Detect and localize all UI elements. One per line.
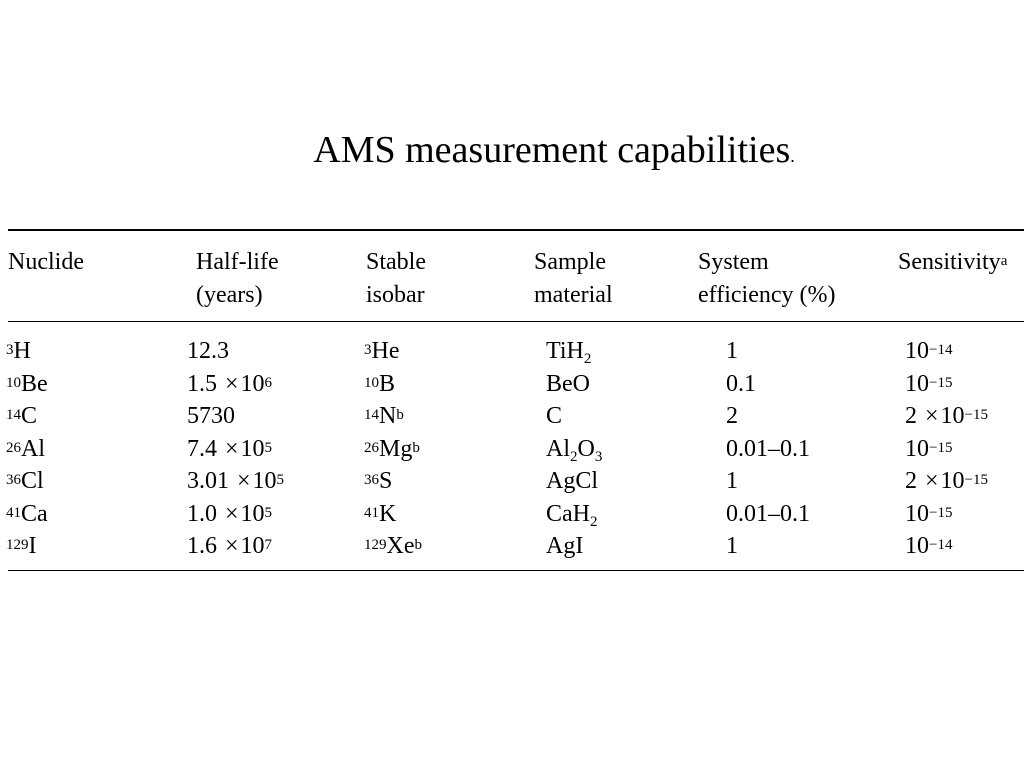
half-life-mantissa: 7.4 [187,435,217,462]
sample-material-cell [546,369,590,399]
nuclide-mass-number: 10 [6,374,21,391]
half-life-cell [187,336,229,366]
sensitivity-exponent: −15 [929,504,953,521]
half-life-cell [187,434,272,464]
material-text: C [546,403,563,429]
header-stable-isobar [366,246,426,312]
isobar-mass-number: 36 [364,472,379,488]
stable-isobar-cell [364,434,420,464]
nuclide-symbol: H [13,338,31,364]
table-top-rule [8,229,1024,231]
times-sign: × [925,403,939,429]
header-sample-material-line1: Sample [534,249,606,275]
sensitivity-cell [905,499,952,529]
half-life-cell [187,531,272,561]
header-stable-isobar-line1: Stable [366,249,426,275]
nuclide-symbol: I [28,533,37,559]
isobar-symbol: S [379,468,393,494]
power-base: 10 [905,435,929,462]
times-sign: × [925,468,939,494]
half-life-mantissa: 12.3 [187,338,229,364]
sensitivity-cell [905,434,952,464]
isobar-mass-number: 26 [364,439,379,456]
sensitivity-exponent: −15 [929,374,953,391]
material-text: BeO [546,370,590,397]
nuclide-cell [6,466,44,496]
times-sign: × [225,435,239,462]
header-stable-isobar-line2: isobar [366,282,425,308]
nuclide-cell [6,499,48,529]
power-base: 10 [905,370,929,397]
isobar-footnote: b [412,439,420,456]
material-subscript: 2 [583,351,592,367]
nuclide-symbol: Cl [21,468,44,494]
isobar-symbol: B [379,370,396,397]
system-efficiency-cell [726,336,738,366]
half-life-exponent: 7 [264,537,273,553]
system-efficiency-cell [726,499,810,529]
efficiency-value: 2 [726,403,738,429]
power-base: 10 [240,533,265,559]
nuclide-cell [6,369,48,399]
header-half-life [196,246,279,312]
isobar-mass-number: 41 [364,504,379,521]
nuclide-mass-number: 3 [6,342,14,358]
material-text: O [577,435,595,462]
table-bottom-rule [8,570,1024,571]
stable-isobar-cell [364,401,404,431]
sensitivity-cell [905,369,952,399]
sensitivity-exponent: −15 [929,439,953,456]
nuclide-mass-number: 26 [6,439,21,456]
nuclide-cell [6,401,37,431]
material-text: Al [546,435,570,462]
stable-isobar-cell [364,531,422,561]
efficiency-value: 1 [726,533,738,559]
isobar-symbol: N [379,403,397,429]
material-text: TiH [546,338,584,364]
header-sensitivity-footnote: a [1000,253,1008,269]
header-sample-material [534,246,613,312]
nuclide-symbol: Be [21,370,48,397]
header-nuclide-line1: Nuclide [8,249,84,275]
system-efficiency-cell [726,531,738,561]
nuclide-mass-number: 14 [6,407,21,423]
isobar-symbol: He [371,338,400,364]
half-life-mantissa: 5730 [187,403,235,429]
isobar-symbol: Xe [386,533,415,559]
sensitivity-exponent: −15 [964,407,989,423]
material-subscript: 2 [590,513,598,530]
isobar-symbol: K [379,500,397,527]
nuclide-mass-number: 129 [6,537,29,553]
isobar-mass-number: 14 [364,407,379,423]
sample-material-cell [546,434,602,464]
header-nuclide [8,246,84,279]
material-text: AgCl [546,468,599,494]
page-title [0,126,1024,180]
system-efficiency-cell [726,401,738,431]
sample-material-cell [546,401,562,431]
sensitivity-exponent: −14 [929,537,953,553]
power-base: 10 [252,468,277,494]
nuclide-cell [6,531,37,561]
power-base: 10 [240,370,265,397]
system-efficiency-cell [726,466,738,496]
sensitivity-cell [905,531,952,561]
material-subscript: 3 [594,448,603,465]
efficiency-value: 1 [726,338,738,364]
header-half-life-line2: (years) [196,282,263,308]
power-base: 10 [240,500,265,527]
efficiency-value: 0.01–0.1 [726,435,810,462]
nuclide-mass-number: 36 [6,472,21,488]
isobar-footnote: b [414,537,422,553]
nuclide-cell [6,336,31,366]
sensitivity-cell [905,336,952,366]
header-sensitivity-line1 [898,246,1007,279]
header-half-life-line1: Half-life [196,249,279,275]
title-text: AMS measurement capabilities [313,129,791,171]
sensitivity-exponent: −14 [929,342,953,358]
times-sign: × [237,468,251,494]
isobar-mass-number: 129 [364,537,387,553]
material-subscript: 2 [570,448,578,465]
sensitivity-cell [905,401,988,431]
table-header-rule [8,321,1024,322]
system-efficiency-cell [726,369,756,399]
sample-material-cell [546,499,598,529]
efficiency-value: 0.1 [726,370,756,397]
nuclide-symbol: Ca [21,500,48,527]
half-life-exponent: 5 [264,439,273,456]
isobar-mass-number: 3 [364,342,372,358]
isobar-footnote: b [396,407,404,423]
nuclide-cell [6,434,45,464]
material-text: AgI [546,533,584,559]
stable-isobar-cell [364,336,399,366]
half-life-mantissa: 3.01 [187,468,229,494]
sample-material-cell [546,531,583,561]
half-life-cell [187,401,235,431]
half-life-exponent: 6 [264,374,273,391]
header-sample-material-line2: material [534,282,613,308]
times-sign: × [225,500,239,527]
efficiency-value: 1 [726,468,738,494]
isobar-symbol: Mg [379,435,413,462]
nuclide-symbol: C [21,403,38,429]
half-life-exponent: 5 [264,504,273,521]
header-system-efficiency-line1: System [698,249,769,275]
half-life-mantissa: 1.6 [187,533,217,559]
sample-material-cell [546,466,598,496]
power-base: 10 [905,338,929,364]
title-period: . [790,146,795,166]
header-sensitivity [898,246,1007,279]
sensitivity-exponent: −15 [964,472,989,488]
material-text: CaH [546,500,590,527]
power-base: 10 [940,468,965,494]
half-life-mantissa: 1.0 [187,500,217,527]
sensitivity-coefficient: 2 [905,468,917,494]
isobar-mass-number: 10 [364,374,379,391]
header-system-efficiency-line2: efficiency (%) [698,282,836,308]
efficiency-value: 0.01–0.1 [726,500,810,527]
power-base: 10 [905,533,929,559]
sensitivity-cell [905,466,988,496]
times-sign: × [225,533,239,559]
sample-material-cell [546,336,591,366]
half-life-cell [187,499,272,529]
power-base: 10 [905,500,929,527]
sensitivity-coefficient: 2 [905,403,917,429]
times-sign: × [225,370,239,397]
system-efficiency-cell [726,434,810,464]
stable-isobar-cell [364,369,395,399]
half-life-exponent: 5 [276,472,285,488]
stable-isobar-cell [364,499,396,529]
stable-isobar-cell [364,466,392,496]
half-life-cell [187,369,272,399]
power-base: 10 [940,403,965,429]
header-system-efficiency [698,246,835,312]
nuclide-symbol: Al [21,435,45,462]
nuclide-mass-number: 41 [6,504,21,521]
half-life-mantissa: 1.5 [187,370,217,397]
half-life-cell [187,466,284,496]
power-base: 10 [240,435,265,462]
header-sensitivity-label: Sensitivity [898,249,1001,275]
